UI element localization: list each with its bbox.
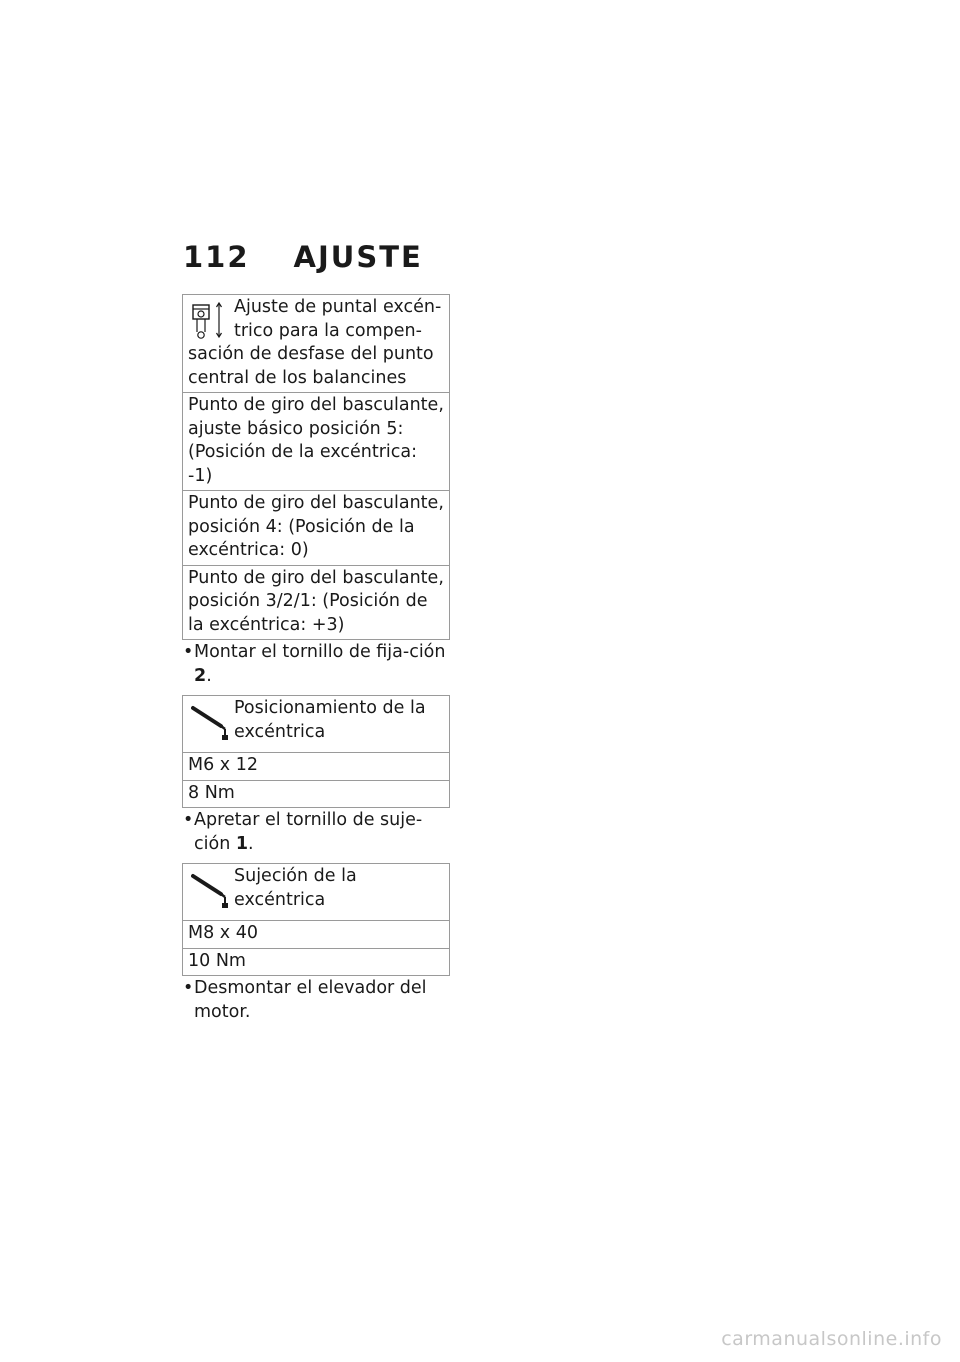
- step-text: Desmontar el elevador del motor.: [194, 978, 427, 1022]
- bullet-icon: •: [183, 642, 194, 662]
- torque-row-size: M8 x 40: [183, 921, 449, 949]
- section-title: AJUSTE: [293, 240, 423, 274]
- torque-table-header: [183, 696, 449, 753]
- torque-header-text: Posicionamiento de la excéntrica: [234, 698, 426, 742]
- bullet-icon: •: [183, 810, 194, 830]
- step-remove-engine-lifter: [182, 977, 450, 1024]
- step-tighten-clamping-screw: [182, 809, 450, 856]
- eccentric-positioning-torque-table: [182, 695, 450, 808]
- spec-header-line-3: sación de desfase del punto central de los balancines: [188, 344, 434, 388]
- eccentric-clamping-torque-table: [182, 863, 450, 976]
- watermark: carmanualsonline.info: [721, 1328, 942, 1350]
- step-punctuation: .: [248, 833, 254, 854]
- spec-header-line-1: Ajuste de puntal excén-: [234, 297, 442, 317]
- step-text: Montar el tornillo de fija-ción: [194, 642, 446, 662]
- torque-row-value: 8 Nm: [183, 781, 449, 809]
- eccentric-adjustment-spec-table: [182, 294, 450, 640]
- page-header: [183, 240, 423, 274]
- torque-table-header: [183, 864, 449, 921]
- page-content: [182, 294, 450, 1031]
- spec-row: Punto de giro del basculante, posición 3/2/1: (Posición de la excéntrica: +3): [183, 566, 449, 641]
- torque-header-text: Sujeción de la excéntrica: [234, 866, 357, 910]
- spec-header-line-2: trico para la compen-: [234, 320, 422, 341]
- step-punctuation: .: [206, 665, 212, 686]
- bullet-icon: •: [183, 978, 194, 998]
- step-install-fixing-screw: [182, 641, 450, 688]
- spec-table-header: [183, 295, 449, 393]
- torque-wrench-icon: [191, 702, 233, 742]
- torque-wrench-icon: [191, 870, 233, 910]
- torque-row-size: M6 x 12: [183, 753, 449, 781]
- torque-row-value: 10 Nm: [183, 949, 449, 977]
- gauge-measure-icon: [191, 301, 227, 343]
- spec-row: Punto de giro del basculante, ajuste básico posición 5: (Posición de la excéntrica: -1): [183, 393, 449, 491]
- step-text: Apretar el tornillo de suje-ción: [194, 810, 423, 854]
- spec-row: Punto de giro del basculante, posición 4: (Posición de la excéntrica: 0): [183, 491, 449, 566]
- page-number: 112: [183, 240, 250, 274]
- part-reference: 1: [235, 833, 249, 854]
- part-reference: 2: [194, 665, 207, 686]
